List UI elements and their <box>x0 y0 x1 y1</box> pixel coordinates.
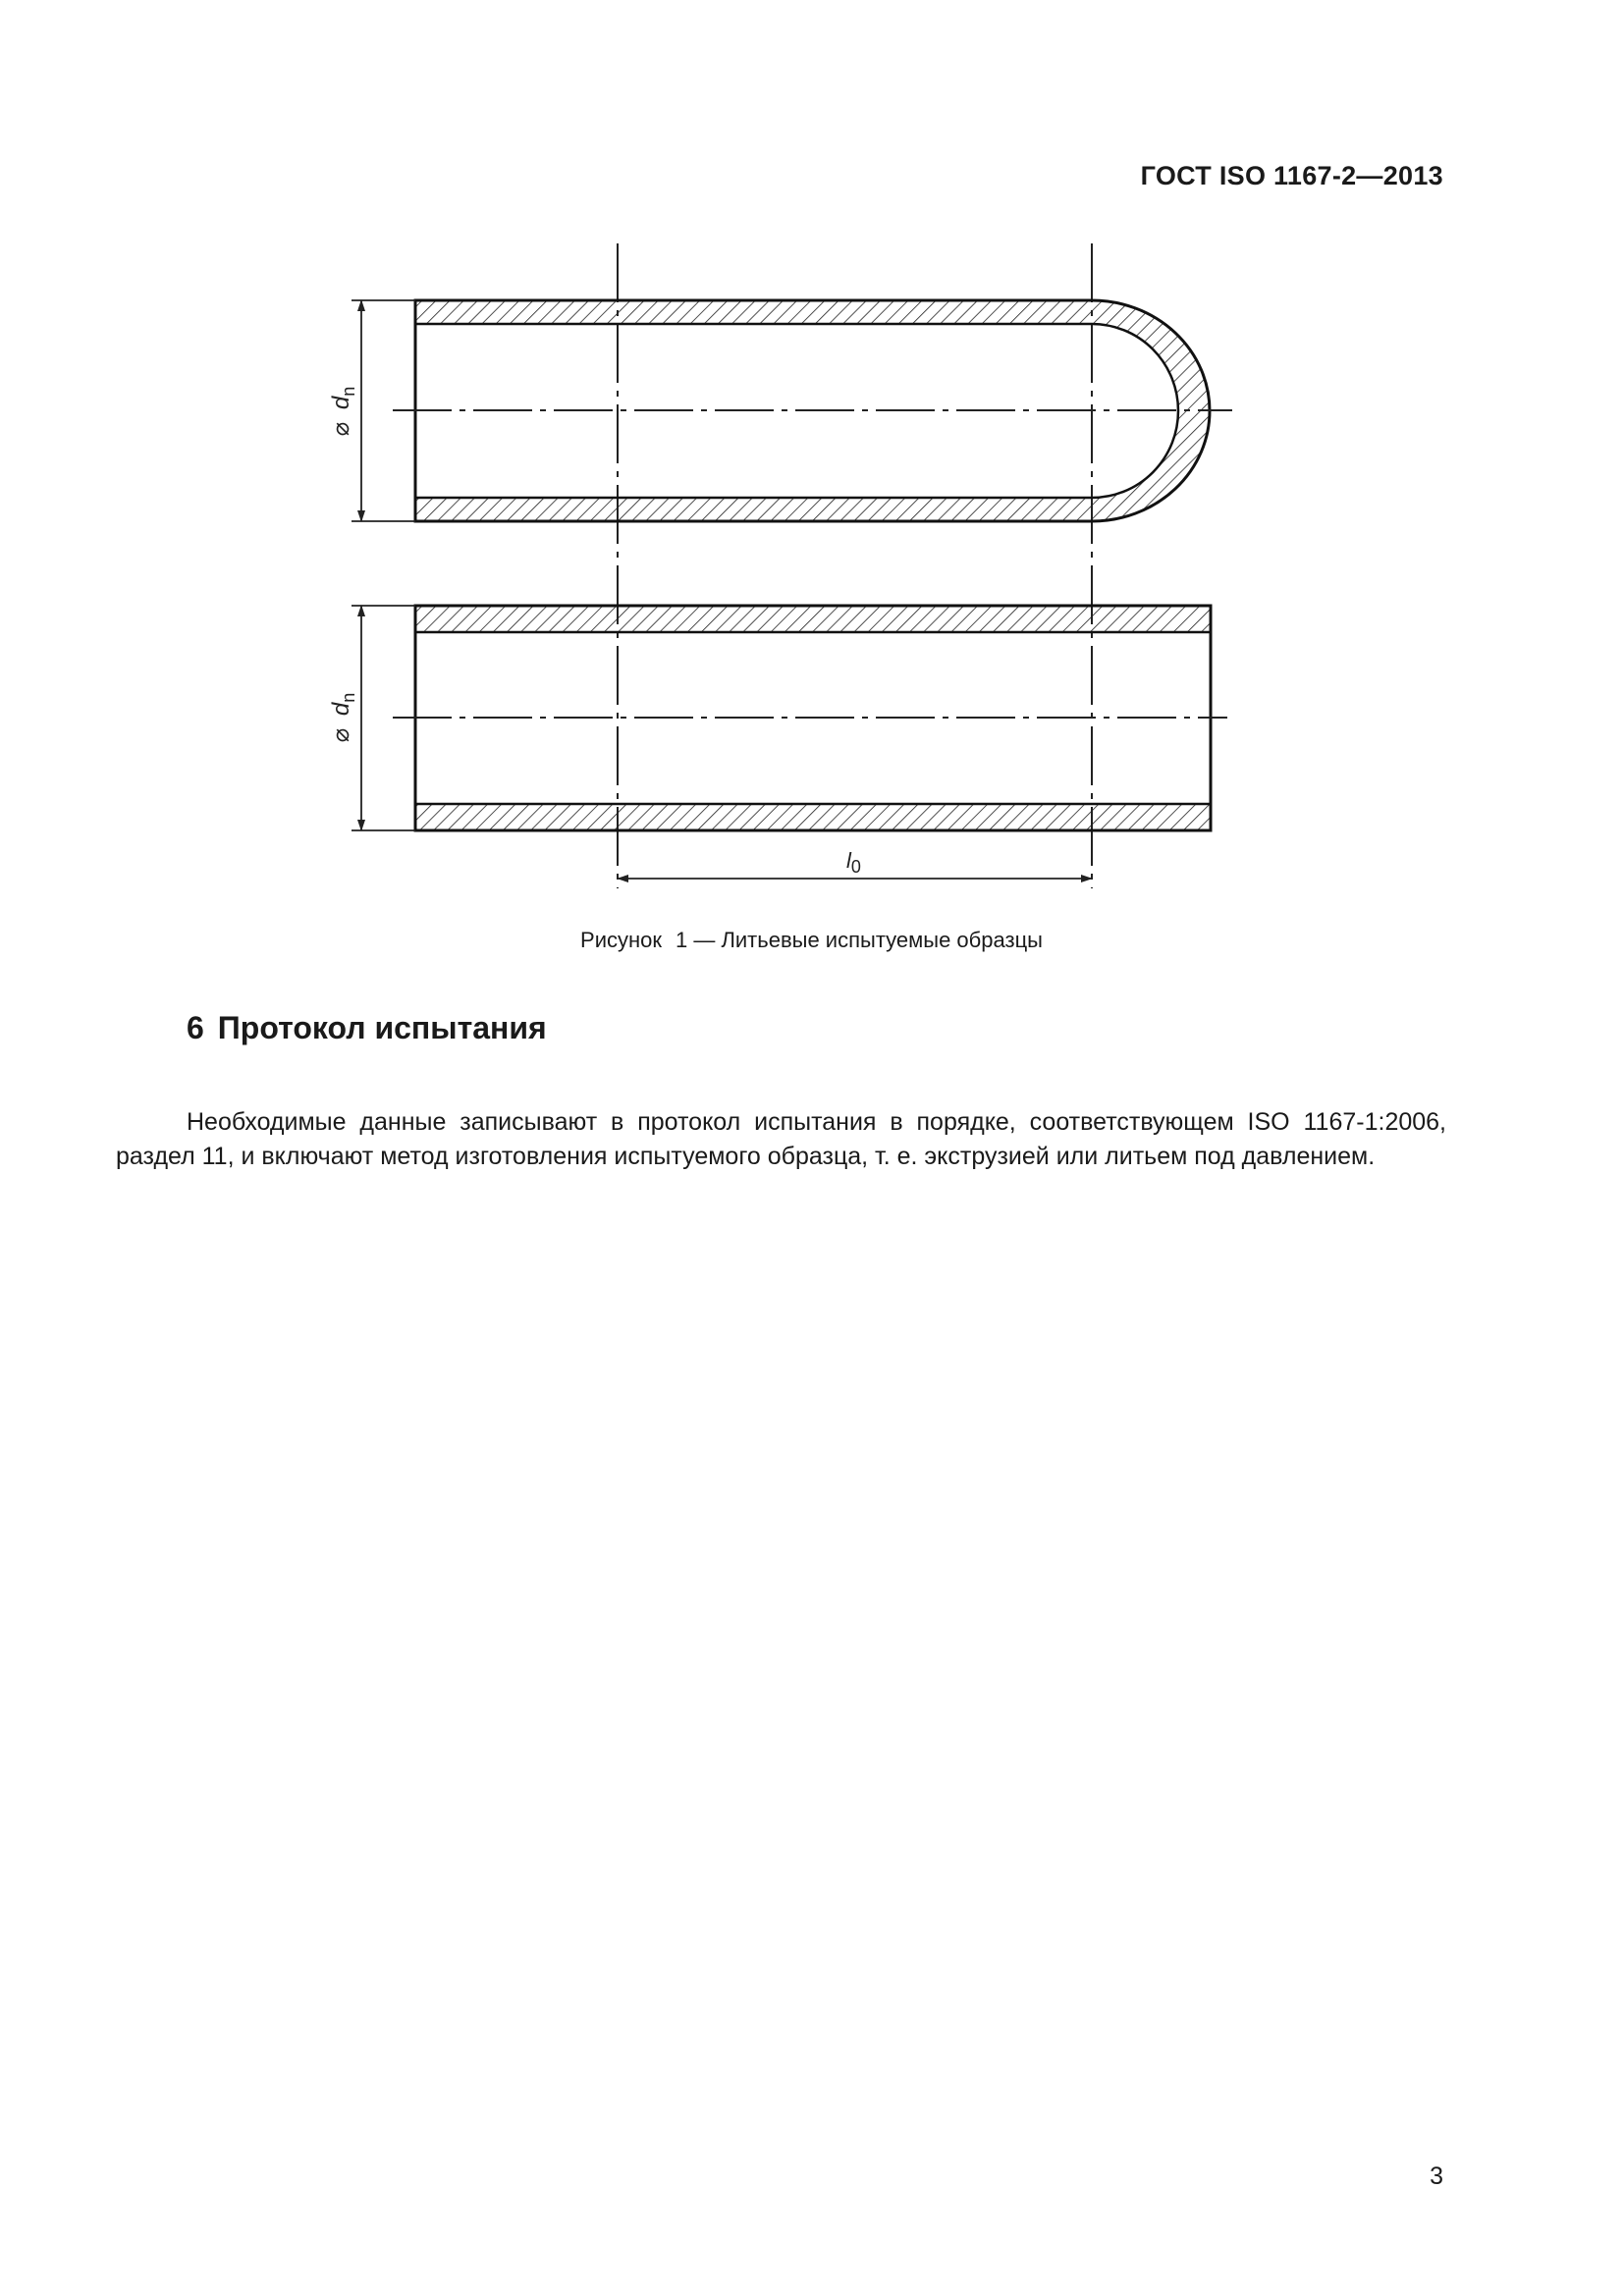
diameter-symbol-top: ⌀ <box>328 421 354 437</box>
svg-text:l0 <box>846 848 861 877</box>
open-tube-specimen <box>393 606 1227 830</box>
length-dimension <box>618 848 1092 879</box>
diameter-sub-top: n <box>339 386 358 397</box>
length-var: l <box>846 848 851 873</box>
diameter-var-top: d <box>328 396 354 410</box>
section-title: Протокол испытания <box>217 1010 547 1045</box>
caption-text: 1 — Литьевые испытуемые образцы <box>676 928 1043 952</box>
section-heading <box>187 1010 547 1046</box>
page-number: 3 <box>1430 2163 1443 2190</box>
diameter-sub-bottom: n <box>339 692 358 703</box>
specimen-figure <box>0 0 1623 982</box>
svg-text:⌀ dn <box>328 693 358 743</box>
diameter-var-bottom: d <box>328 702 354 717</box>
svg-text:⌀ dn <box>328 387 358 437</box>
document-header: ГОСТ ISO 1167-2—2013 <box>1140 161 1443 190</box>
figure-caption <box>0 928 1623 953</box>
section-number: 6 <box>187 1010 204 1045</box>
closed-end-specimen <box>393 300 1232 521</box>
diameter-symbol-bottom: ⌀ <box>328 727 354 743</box>
caption-prefix: Рисунок <box>580 928 662 952</box>
length-sub: 0 <box>850 857 861 877</box>
section-paragraph: Необходимые данные записывают в протокол испытания в порядке, соответствующем ISO 1167-1:2006, раздел 11, и включают метод изготовления испытуемого образца, т. е. экструзией или литьем под давлением. <box>116 1108 1446 1170</box>
